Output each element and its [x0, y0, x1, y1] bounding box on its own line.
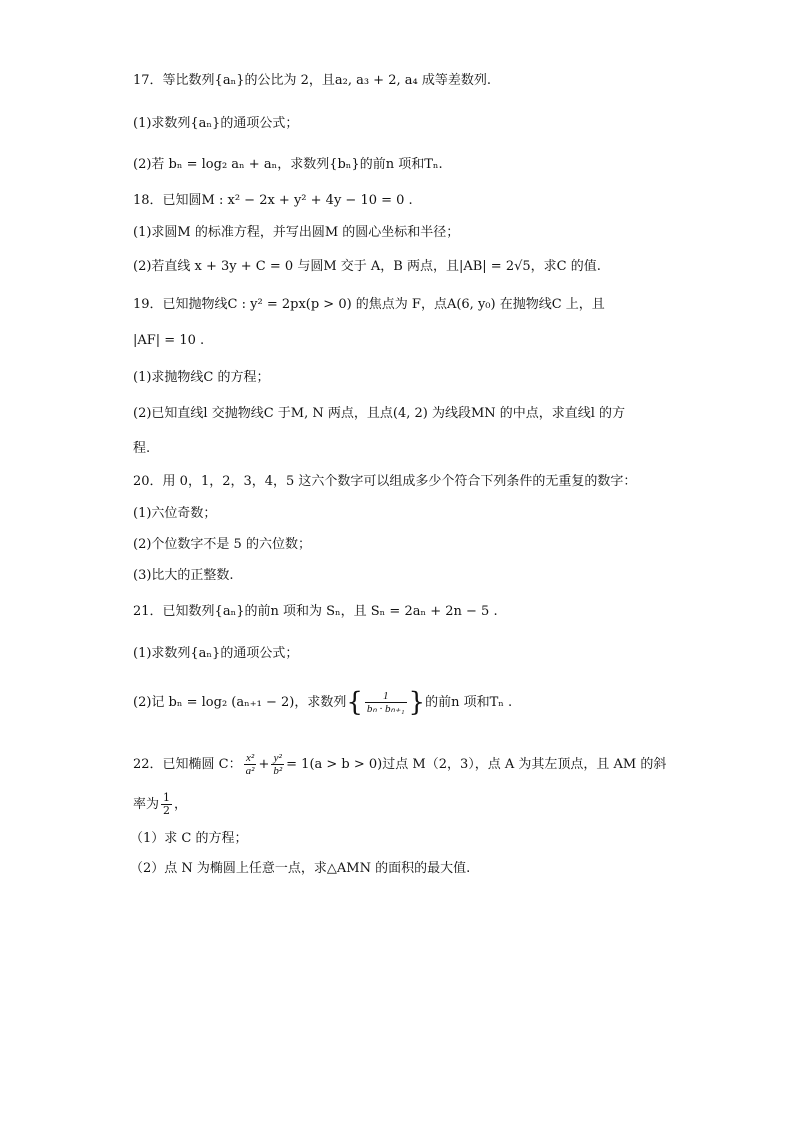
p19-part2: (2)已知直线l 交抛物线C 于M, N 两点，且点(4, 2) 为线段MN 的中点，求直线l 的方	[133, 406, 626, 421]
p22-slope-lead: 率为	[133, 797, 160, 812]
p22-frac-x	[244, 752, 257, 777]
p21-stem: 21．已知数列{aₙ}的前n 项和为 Sₙ，且 Sₙ = 2aₙ + 2n − 5 .	[133, 604, 498, 619]
p21-part2-lead: (2)记 bₙ = log₂ (aₙ₊₁ − 2)，求数列	[133, 695, 347, 710]
p22-plus: +	[258, 757, 270, 772]
right-brace: }	[408, 687, 426, 718]
p18-part1: (1)求圆M 的标准方程，并写出圆M 的圆心坐标和半径；	[133, 225, 460, 240]
p21-frac-den: bₙ · bₙ₊₁	[366, 703, 405, 715]
p22-stem-rest: 过点 M（2，3），点 A 为其左顶点，且 AM 的斜	[382, 757, 667, 772]
p21-part2-tail: 的前n 项和Tₙ .	[425, 695, 513, 710]
p22-part2: （2）点 N 为椭圆上任意一点，求△AMN 的面积的最大值.	[130, 861, 471, 876]
p22-eq-tail: = 1(a > b > 0)	[286, 757, 383, 772]
left-brace: {	[346, 687, 363, 718]
p22-slope-line	[133, 792, 187, 817]
p18-part2: (2)若直线 x + 3y + C = 0 与圆M 交于 A，B 两点，且|AB| = 2√5，求C 的值.	[133, 259, 601, 274]
p19-part1: (1)求抛物线C 的方程；	[133, 370, 270, 385]
p22-slope-tail: ，	[174, 797, 188, 812]
p22-frac-y-den: b²	[273, 765, 283, 777]
p22-stem	[133, 752, 666, 777]
p20-part2: (2)个位数字不是 5 的六位数；	[133, 537, 311, 552]
p22-slope-frac	[161, 792, 172, 817]
p19-stem-cont: |AF| = 10 .	[133, 333, 205, 348]
p22-frac-x-den: a²	[245, 765, 255, 777]
p17-part1: (1)求数列{aₙ}的通项公式；	[133, 116, 299, 131]
p22-frac-y	[271, 752, 284, 777]
p22-part1: （1）求 C 的方程；	[130, 831, 248, 846]
p20-stem: 20．用 0，1，2，3，4，5 这六个数字可以组成多少个符合下列条件的无重复的数字：	[133, 474, 637, 489]
p22-slope-num: 1	[163, 791, 171, 804]
p17-part2: (2)若 bₙ = log₂ aₙ + aₙ，求数列{bₙ}的前n 项和Tₙ.	[133, 157, 443, 172]
p21-part2	[133, 687, 513, 718]
p22-frac-y-num: y²	[271, 752, 284, 765]
p19-stem: 19．已知抛物线C : y² = 2px(p > 0) 的焦点为 F，点A(6, y₀) 在抛物线C 上，且	[133, 297, 605, 312]
p20-part1: (1)六位奇数；	[133, 506, 217, 521]
p19-part2-cont: 程.	[133, 441, 151, 456]
p21-fraction	[365, 690, 407, 715]
p22-slope-den: 2	[163, 804, 171, 817]
p20-part3: (3)比大的正整数.	[133, 568, 234, 583]
p18-stem: 18．已知圆M : x² − 2x + y² + 4y − 10 = 0 .	[133, 193, 413, 208]
p22-stem-lead: 22．已知椭圆 C：	[133, 757, 242, 772]
p21-frac-num: 1	[365, 690, 407, 703]
p21-part1: (1)求数列{aₙ}的通项公式；	[133, 646, 299, 661]
p17-stem: 17．等比数列{aₙ}的公比为 2，且a₂, a₃ + 2, a₄ 成等差数列.	[133, 73, 491, 88]
p22-frac-x-num: x²	[244, 752, 257, 765]
